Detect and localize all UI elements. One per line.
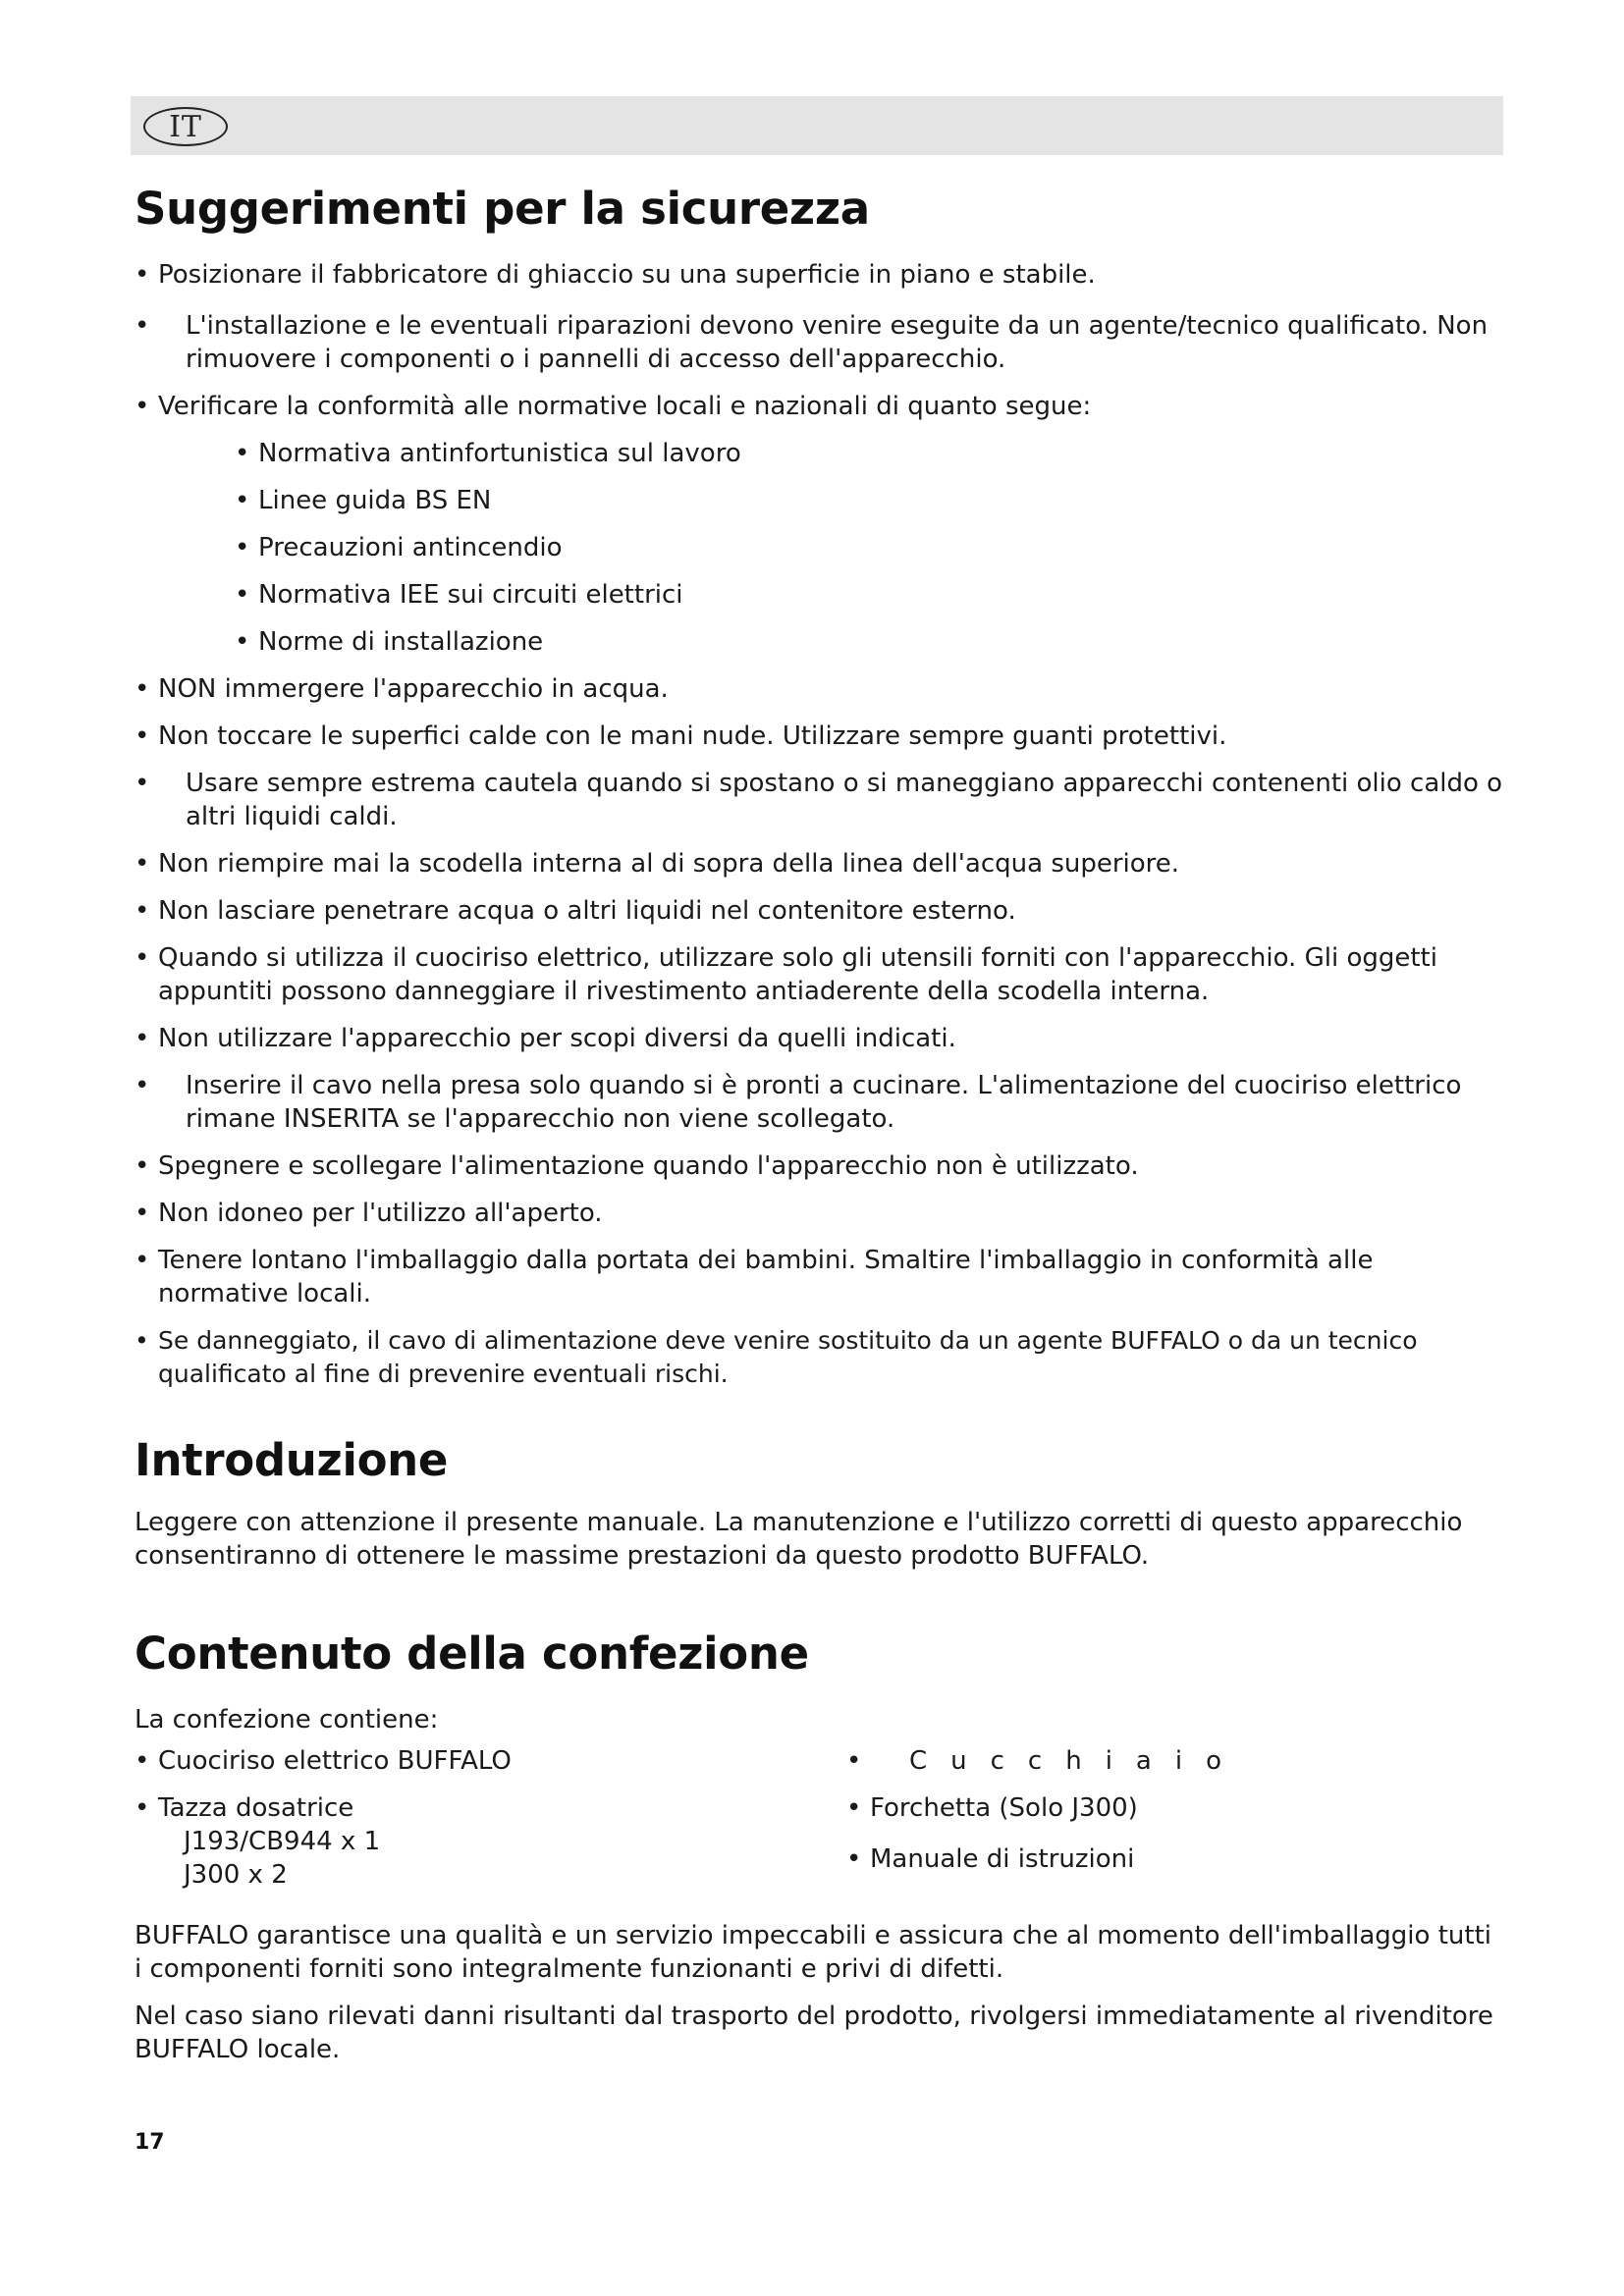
list-item: • Tenere lontano l'imballaggio dalla portata dei bambini. Smaltire l'imballaggio in conformità alle normative locali. [135, 1246, 1374, 1308]
sub-list-item: • Precauzioni antincendio [235, 533, 563, 562]
package-item: • Tazza dosatrice [135, 1793, 354, 1823]
package-item: • Cuociriso elettrico BUFFALO [135, 1746, 512, 1776]
list-item: • Non idoneo per l'utilizzo all'aperto. [135, 1199, 603, 1228]
intro-text: Leggere con attenzione il presente manuale. La manutenzione e l'utilizzo corretti di questo apparecchio consentiranno di ottenere le massime prestazioni da questo prodotto BUFFALO. [135, 1508, 1463, 1571]
list-item: • Posizionare il fabbricatore di ghiaccio su una superficie in piano e stabile. [135, 260, 1096, 290]
list-item: • Usare sempre estrema cautela quando si spostano o si maneggiano apparecchi contenenti olio caldo o altri liquidi caldi. [135, 769, 1503, 831]
package-contents-columns [135, 1744, 1503, 1892]
package-item: • Manuale di istruzioni [846, 1844, 1135, 1874]
list-item: • Quando si utilizza il cuociriso elettrico, utilizzare solo gli utensili forniti con l'apparecchio. Gli oggetti appuntiti possono danneggiare il rivestimento antiaderente della scodella interna. [135, 943, 1437, 1006]
language-header-bar [131, 96, 1503, 155]
package-right-column [846, 1744, 1494, 1892]
list-item: • Non utilizzare l'apparecchio per scopi diversi da quelli indicati. [135, 1024, 956, 1053]
intro-heading: Introduzione [135, 1434, 449, 1486]
package-item: • Cucchiaio [846, 1746, 1245, 1776]
package-lead: La confezione contiene: [135, 1705, 439, 1735]
page-number: 17 [135, 2130, 165, 2155]
package-heading: Contenuto della confezione [135, 1628, 809, 1680]
page-content [135, 183, 1503, 2080]
sub-list-item: • Linee guida BS EN [235, 486, 492, 515]
package-item: • Forchetta (Solo J300) [846, 1793, 1138, 1823]
list-item: • Spegnere e scollegare l'alimentazione quando l'apparecchio non è utilizzato. [135, 1151, 1139, 1181]
package-item-detail: J300 x 2 [184, 1860, 288, 1890]
sub-list-item: • Normativa antinfortunistica sul lavoro [235, 439, 741, 468]
list-item: • Verificare la conformità alle normative locali e nazionali di quanto segue: [135, 392, 1092, 421]
list-item: • NON immergere l'apparecchio in acqua. [135, 674, 669, 704]
guarantee-text: BUFFALO garantisce una qualità e un servizio impeccabili e assicura che al momento dell'imballaggio tutti i componenti forniti sono integralmente funzionanti e privi di difetti. [135, 1921, 1491, 1984]
list-item: • Non lasciare penetrare acqua o altri liquidi nel contenitore esterno. [135, 896, 1016, 926]
safety-heading: Suggerimenti per la sicurezza [135, 183, 870, 235]
package-left-column [135, 1744, 846, 1892]
list-item: • Non riempire mai la scodella interna al di sopra della linea dell'acqua superiore. [135, 849, 1180, 879]
language-badge: IT [143, 107, 228, 146]
list-item: • Inserire il cavo nella presa solo quando si è pronti a cucinare. L'alimentazione del cuociriso elettrico rimane INSERITA se l'apparecchio non viene scollegato. [135, 1071, 1462, 1134]
damage-text: Nel caso siano rilevati danni risultanti dal trasporto del prodotto, rivolgersi immediatamente al rivenditore BUFFALO locale. [135, 2002, 1493, 2064]
list-item: • L'installazione e le eventuali riparazioni devono venire eseguite da un agente/tecnico qualificato. Non rimuovere i componenti o i pannelli di accesso dell'apparecchio. [135, 311, 1489, 374]
sub-list-item: • Normativa IEE sui circuiti elettrici [235, 580, 683, 610]
list-item: • Se danneggiato, il cavo di alimentazione deve venire sostituito da un agente BUFFALO o da un tecnico qualificato al fine di prevenire eventuali rischi. [135, 1326, 1418, 1388]
package-item-detail: J193/CB944 x 1 [184, 1827, 381, 1856]
sub-list-item: • Norme di installazione [235, 627, 544, 657]
list-item: • Non toccare le superfici calde con le mani nude. Utilizzare sempre guanti protettivi. [135, 721, 1227, 751]
